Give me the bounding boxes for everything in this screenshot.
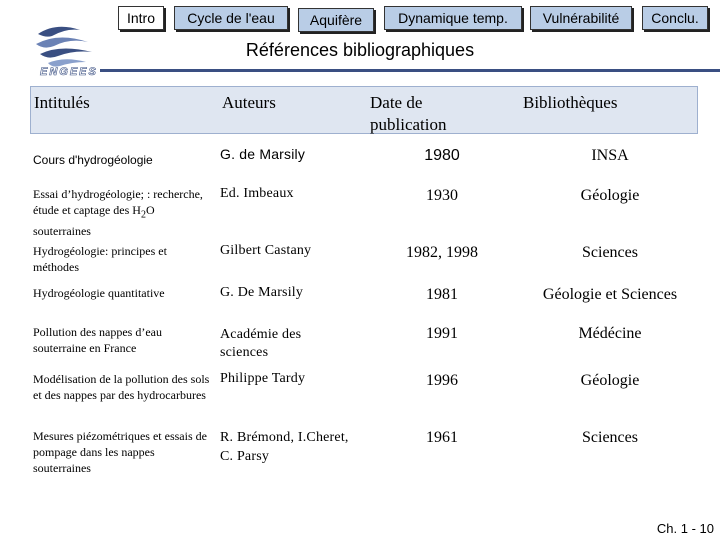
table-row-5-intitule: Pollution des nappes d’eau souterraine en France: [33, 325, 162, 355]
table-row-1-date: 1980: [424, 147, 460, 164]
nav-dynamique-button[interactable]: Dynamique temp.: [384, 6, 522, 30]
nav-conclu-button[interactable]: Conclu.: [642, 6, 708, 30]
table-row-3-auteurs: Gilbert Castany: [220, 243, 312, 258]
table-row-1-intitule: Cours d'hydrogéologie: [33, 153, 153, 167]
nav-cycle-button[interactable]: Cycle de l'eau: [174, 6, 288, 30]
page-number: Ch. 1 - 10: [656, 521, 714, 536]
table-row-4-intitule: Hydrogéologie quantitative: [33, 286, 165, 300]
table-row-1-auteurs: G. de Marsily: [220, 146, 306, 162]
nav-vulnerabilite-button[interactable]: Vulnérabilité: [530, 6, 632, 30]
header-intitules: Intitulés: [34, 93, 90, 112]
table-row-2-bibliotheque: Géologie: [580, 187, 640, 204]
table-row-6-intitule: Modélisation de la pollution des sols et des nappes par des hydrocarbures: [33, 372, 210, 402]
table-row-4-bibliotheque: Géologie et Sciences: [542, 286, 678, 303]
table-row-2-intitule: Essai d’hydrogéologie; : recherche, étude et captage des $H_2O$ souterraines: [33, 187, 203, 239]
table-row-3-bibliotheque: Sciences: [582, 244, 638, 261]
engees-logo-text: ENGEES: [40, 66, 98, 78]
table-row-7-bibliotheque: Sciences: [582, 429, 638, 446]
nav-aquifere-button[interactable]: Aquifère: [298, 8, 374, 32]
table-row-2-auteurs: Ed. Imbeaux: [220, 186, 294, 201]
table-row-5-date: 1991: [426, 325, 458, 342]
table-row-6-bibliotheque: Géologie: [580, 372, 640, 389]
header-bibliotheques: Bibliothèques: [523, 93, 618, 112]
table-row-3-date: 1982, 1998: [406, 244, 478, 261]
header-date: Date de publication: [370, 93, 447, 134]
table-row-7-intitule: Mesures piézométriques et essais de pompage dans les nappes souterraines: [33, 429, 207, 475]
header-auteurs: Auteurs: [222, 93, 276, 112]
table-row-7-auteurs: R. Brémond, I.Cheret, C. Parsy: [220, 430, 364, 464]
header-divider: [100, 69, 720, 72]
nav-intro-button[interactable]: Intro: [118, 6, 164, 30]
table-row-1-bibliotheque: INSA: [591, 147, 629, 164]
table-row-4-auteurs: G. De Marsily: [220, 285, 304, 300]
table-row-6-auteurs: Philippe Tardy: [220, 371, 306, 386]
page-title: Références bibliographiques: [245, 40, 475, 60]
table-row-2-date: 1930: [426, 187, 458, 204]
table-row-7-date: 1961: [426, 429, 458, 446]
table-row-3-intitule: Hydrogéologie: principes et méthodes: [33, 244, 167, 274]
table-row-4-date: 1981: [426, 286, 458, 303]
table-row-6-date: 1996: [426, 372, 458, 389]
table-row-5-auteurs: Académie des sciences: [220, 327, 302, 360]
table-row-5-bibliotheque: Médécine: [578, 325, 642, 342]
